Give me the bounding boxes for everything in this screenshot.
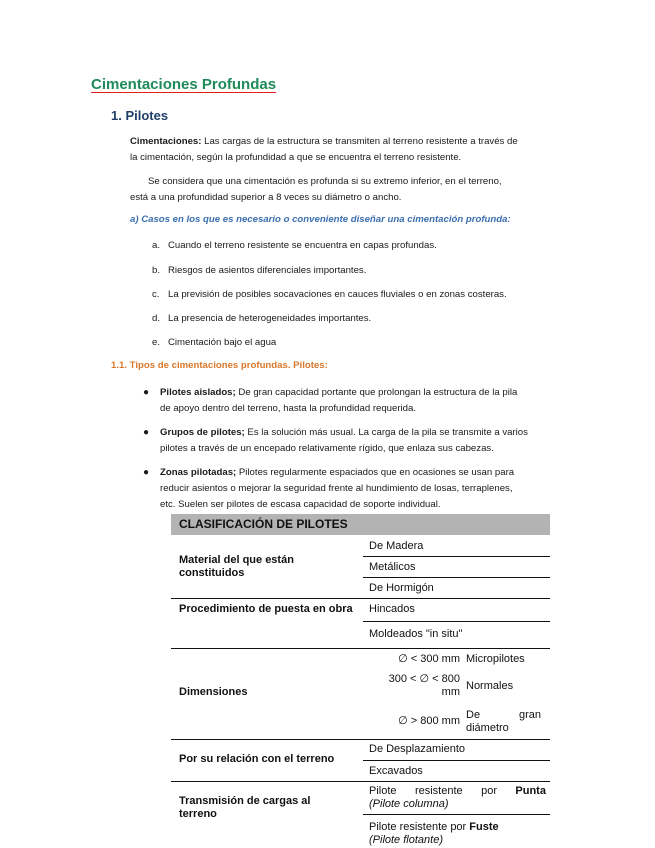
bullet-line: Es la solución más usual. La carga de la pila se transmite a varios [244,427,528,438]
table-cell: diámetro [466,722,509,734]
cell-word: Punta [515,785,546,797]
table-cell: ∅ < 300 mm [398,653,460,665]
divider [171,739,550,740]
row-label-dimensions: Dimensiones [179,686,248,698]
divider [171,598,550,599]
row-label-transmission: Transmisión de cargas al terreno [179,795,311,820]
section-heading-pilotes: 1. Pilotes [111,108,169,123]
list-marker: e. [152,337,161,348]
p2-line2: está a una profundidad superior a 8 veces su diámetro o ancho. [130,192,402,203]
divider [363,760,550,761]
divider [363,556,550,557]
cell-subtext: (Pilote flotante) [369,834,443,846]
list-item [152,289,507,300]
table-cell: Normales [466,680,514,692]
table-cell [369,785,546,811]
bullet-line: pilotes a través de un encepado relativamente rígido, que enlaza sus cabezas. [160,443,494,454]
table-cell: Hincados [369,603,415,615]
list-marker: b. [152,265,161,276]
classification-table [171,514,550,848]
divider [363,814,550,815]
table-cell [369,821,546,847]
bullet-line: reducir asientos o mejorar la seguridad frente al hundimiento de losas, terraplenes, [160,483,513,494]
list-item [152,240,437,251]
bullet-line: etc. Suelen ser pilotes de escasa capacidad de soporte individual. [160,499,441,510]
table-cell: De Desplazamiento [369,743,465,755]
term-cimentaciones: Cimentaciones: [130,136,202,147]
bullet-dot-icon: ● [143,467,150,478]
paragraph-definition [130,174,570,206]
cell-word: Fuste [469,821,499,833]
row-label-procedure: Procedimiento de puesta en obra [179,603,353,615]
cell-word: por [481,785,497,797]
list-text: La presencia de heterogeneidades importantes. [168,313,372,324]
bullet-term: Grupos de pilotes; [160,427,245,438]
list-text: La previsión de posibles socavaciones en cauces fluviales o en zonas costeras. [168,289,507,300]
row-label-material: Material del que están constituidos [179,554,294,579]
list-text: Cuando el terreno resistente se encuentra en capas profundas. [168,240,437,251]
table-cell: De Madera [369,540,424,552]
bullet-term: Pilotes aislados; [160,387,236,398]
table-cell: Moldeados "in situ" [369,628,463,640]
bullet-dot-icon: ● [143,387,150,398]
table-header: CLASIFICACIÓN DE PILOTES [171,514,550,535]
subheading-cases: a) Casos en los que es necesario o conveniente diseñar una cimentación profunda: [130,214,511,225]
list-item [152,337,276,348]
divider [171,648,550,649]
table-cell: ∅ > 800 mm [398,715,460,727]
divider [363,621,550,622]
table-cell: Metálicos [369,561,416,573]
table-cell: Excavados [369,765,423,777]
table-cell: De Hormigón [369,582,434,594]
paragraph-cimentaciones [130,134,570,166]
list-text: Cimentación bajo el agua [168,337,277,348]
cell-word: resistente [414,785,463,797]
cell-word: Pilote [369,785,397,797]
list-item [152,313,371,324]
bullet-line: Pilotes regularmente espaciados que en ocasiones se usan para [236,467,515,478]
bullet-item [143,385,563,417]
bullet-term: Zonas pilotadas; [160,467,237,478]
divider [363,577,550,578]
document-title: Cimentaciones Profundas [91,76,277,93]
divider [171,781,550,782]
p1-line1: Las cargas de la estructura se transmiten al terreno resistente a través de [201,136,518,147]
table-cell: De [466,709,481,721]
table-cell: gran [519,709,542,721]
row-label-relation: Por su relación con el terreno [179,753,335,765]
bullet-item [143,425,563,457]
list-text: Riesgos de asientos diferenciales importantes. [168,265,367,276]
cell-word: Pilote resistente por [369,821,470,833]
list-marker: d. [152,313,161,324]
table-cell: 300 < ∅ < 800 [388,673,460,685]
section-heading-tipos: 1.1. Tipos de cimentaciones profundas. Pilotes: [111,360,328,371]
cell-subtext: (Pilote columna) [369,798,449,810]
table-cell: Micropilotes [466,653,525,665]
list-marker: c. [152,289,160,300]
table-cell: mm [441,686,460,698]
bullet-item [143,465,563,513]
p1-line2: la cimentación, según la profundidad a que se encuentra el terreno resistente. [130,152,462,163]
list-marker: a. [152,240,161,251]
list-item [152,265,366,276]
p2-line1: Se considera que una cimentación es profunda si su extremo inferior, en el terreno, [148,176,502,187]
bullet-line: De gran capacidad portante que prolongan la estructura de la pila [235,387,518,398]
bullet-line: de apoyo dentro del terreno, hasta la profundidad requerida. [160,403,417,414]
bullet-dot-icon: ● [143,427,150,438]
